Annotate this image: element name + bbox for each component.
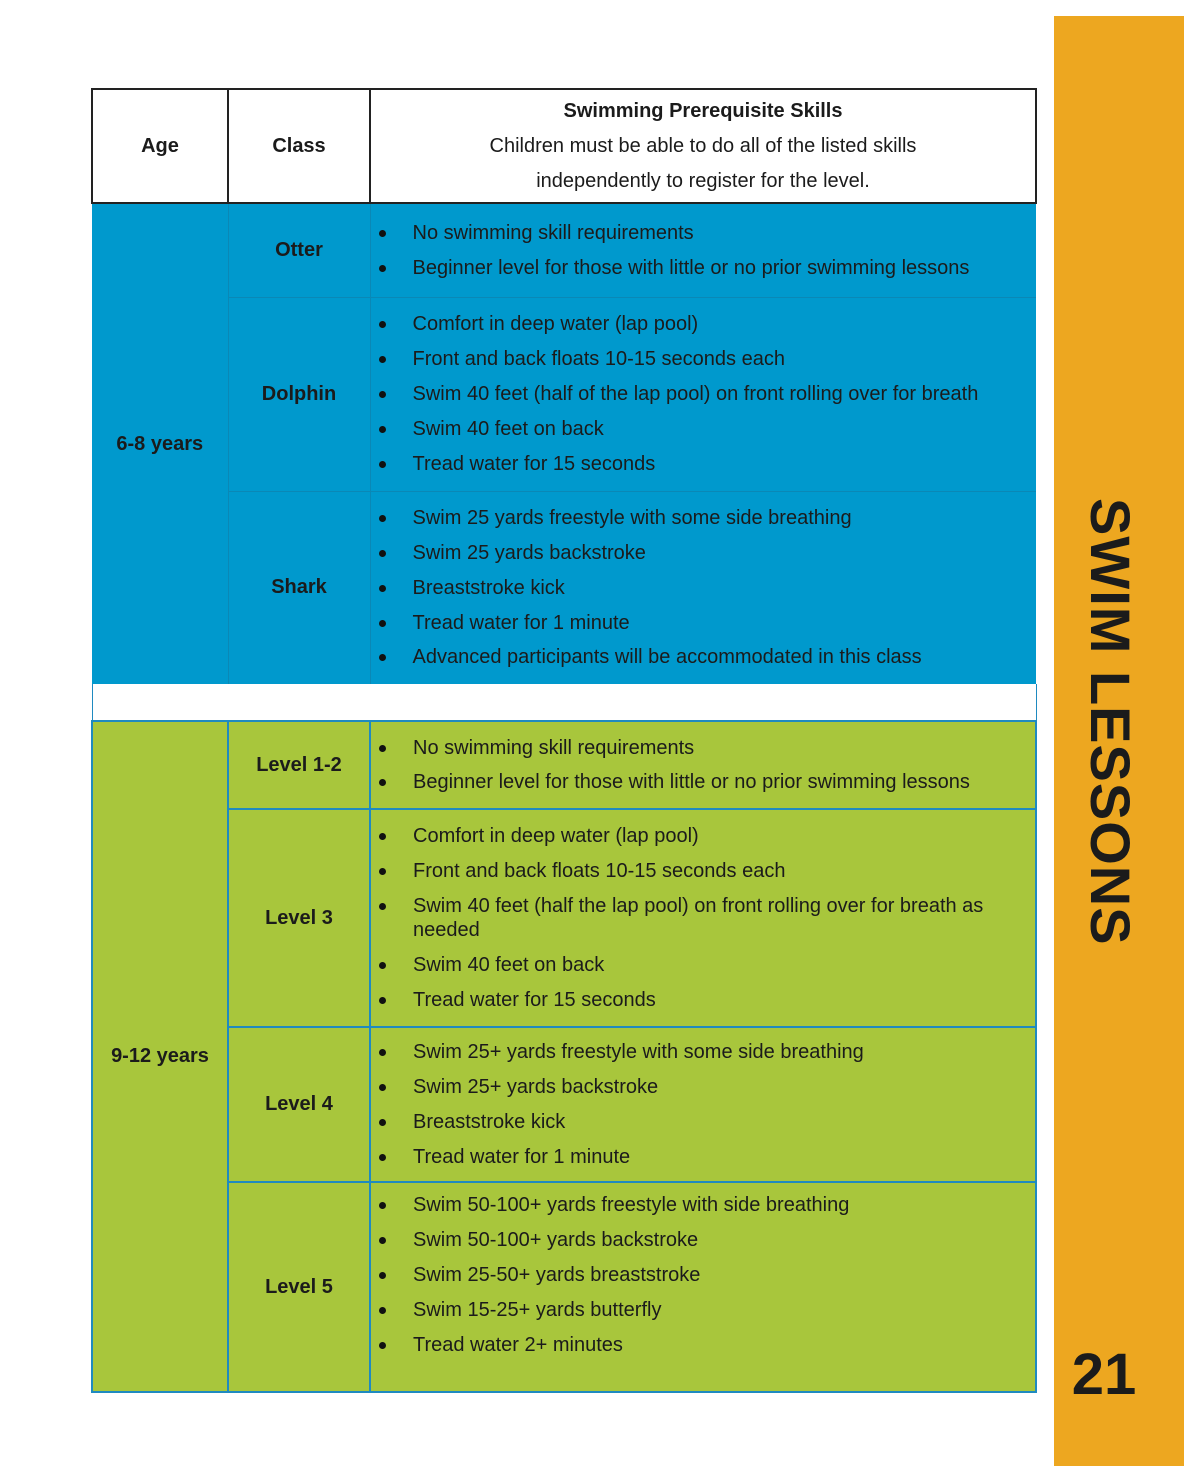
age-cell: 9-12 years	[92, 721, 228, 1392]
skill-item: Breaststroke kick	[371, 576, 1029, 600]
table-header-row	[92, 89, 1036, 203]
skills-header	[370, 89, 1036, 203]
skill-item: Front and back floats 10-15 seconds each	[371, 347, 1029, 371]
class-cell: Level 5	[228, 1182, 370, 1392]
skill-item: Swim 25+ yards freestyle with some side breathing	[371, 1040, 1027, 1064]
table-row-level-4	[92, 1027, 1036, 1182]
skill-item: Swim 50-100+ yards freestyle with side breathing	[371, 1193, 1027, 1217]
skills-header-title: Swimming Prerequisite Skills	[563, 99, 843, 122]
page-number: 21	[1071, 1342, 1137, 1407]
class-cell: Shark	[228, 491, 370, 684]
skill-item: Tread water for 15 seconds	[371, 452, 1029, 476]
table-row-level-5	[92, 1182, 1036, 1392]
table-row-level-1-2	[92, 721, 1036, 809]
skills-cell	[370, 203, 1036, 297]
table-row-level-3	[92, 809, 1036, 1027]
skills-cell	[370, 809, 1036, 1027]
table-row-otter	[92, 203, 1036, 297]
skill-item: Swim 25 yards backstroke	[371, 541, 1029, 565]
prerequisite-skills-table	[91, 88, 1037, 1393]
skills-list	[371, 506, 1037, 669]
class-cell: Dolphin	[228, 297, 370, 491]
skills-list	[371, 824, 1035, 1011]
skill-item: Beginner level for those with little or no prior swimming lessons	[371, 256, 1029, 280]
skill-item: Swim 40 feet (half the lap pool) on front rolling over for breath as needed	[371, 894, 1027, 942]
group-6-8-years	[92, 203, 1036, 684]
skill-item: Swim 25+ yards backstroke	[371, 1075, 1027, 1099]
skill-item: No swimming skill requirements	[371, 221, 1029, 245]
table-row-dolphin	[92, 297, 1036, 491]
skill-item: Swim 40 feet on back	[371, 953, 1027, 977]
skills-cell	[370, 491, 1036, 684]
age-cell: 6-8 years	[92, 203, 228, 684]
skill-item: Beginner level for those with little or no prior swimming lessons	[371, 770, 1027, 794]
skills-header-line1: Children must be able to do all of the listed skills	[489, 134, 917, 157]
skill-item: Breaststroke kick	[371, 1110, 1027, 1134]
skill-item: Tread water for 15 seconds	[371, 988, 1027, 1012]
skills-cell	[370, 1182, 1036, 1392]
skill-item: Front and back floats 10-15 seconds each	[371, 859, 1027, 883]
skill-item: Tread water 2+ minutes	[371, 1333, 1027, 1357]
skill-item: No swimming skill requirements	[371, 736, 1027, 760]
skill-item: Comfort in deep water (lap pool)	[371, 824, 1027, 848]
skill-item: Swim 50-100+ yards backstroke	[371, 1228, 1027, 1252]
class-cell: Otter	[228, 203, 370, 297]
skill-item: Swim 15-25+ yards butterfly	[371, 1298, 1027, 1322]
skill-item: Advanced participants will be accommodated in this class	[371, 645, 1029, 669]
skill-item: Swim 25-50+ yards breaststroke	[371, 1263, 1027, 1287]
skills-list	[371, 221, 1037, 280]
spacer-row	[92, 684, 1036, 721]
skills-header-line2: independently to register for the level.	[536, 169, 870, 192]
skills-cell	[370, 297, 1036, 491]
skill-item: Swim 40 feet on back	[371, 417, 1029, 441]
class-cell: Level 4	[228, 1027, 370, 1182]
table-row-shark	[92, 491, 1036, 684]
skills-cell	[370, 721, 1036, 809]
class-cell: Level 3	[228, 809, 370, 1027]
skill-item: Tread water for 1 minute	[371, 1145, 1027, 1169]
skill-item: Swim 25 yards freestyle with some side breathing	[371, 506, 1029, 530]
skills-list	[371, 312, 1037, 475]
table-spacer	[92, 684, 1036, 721]
group-9-12-years	[92, 721, 1036, 1392]
skills-list	[371, 736, 1035, 795]
skills-list	[371, 1193, 1035, 1380]
skill-item: Swim 40 feet (half of the lap pool) on front rolling over for breath	[371, 382, 1029, 406]
class-cell: Level 1-2	[228, 721, 370, 809]
skill-item: Tread water for 1 minute	[371, 611, 1029, 635]
skills-list	[371, 1040, 1035, 1168]
skills-cell	[370, 1027, 1036, 1182]
side-title: SWIM LESSONS	[1079, 498, 1142, 946]
spacer-cell	[92, 684, 1036, 721]
skill-item: Comfort in deep water (lap pool)	[371, 312, 1029, 336]
age-header: Age	[92, 89, 228, 203]
class-header: Class	[228, 89, 370, 203]
